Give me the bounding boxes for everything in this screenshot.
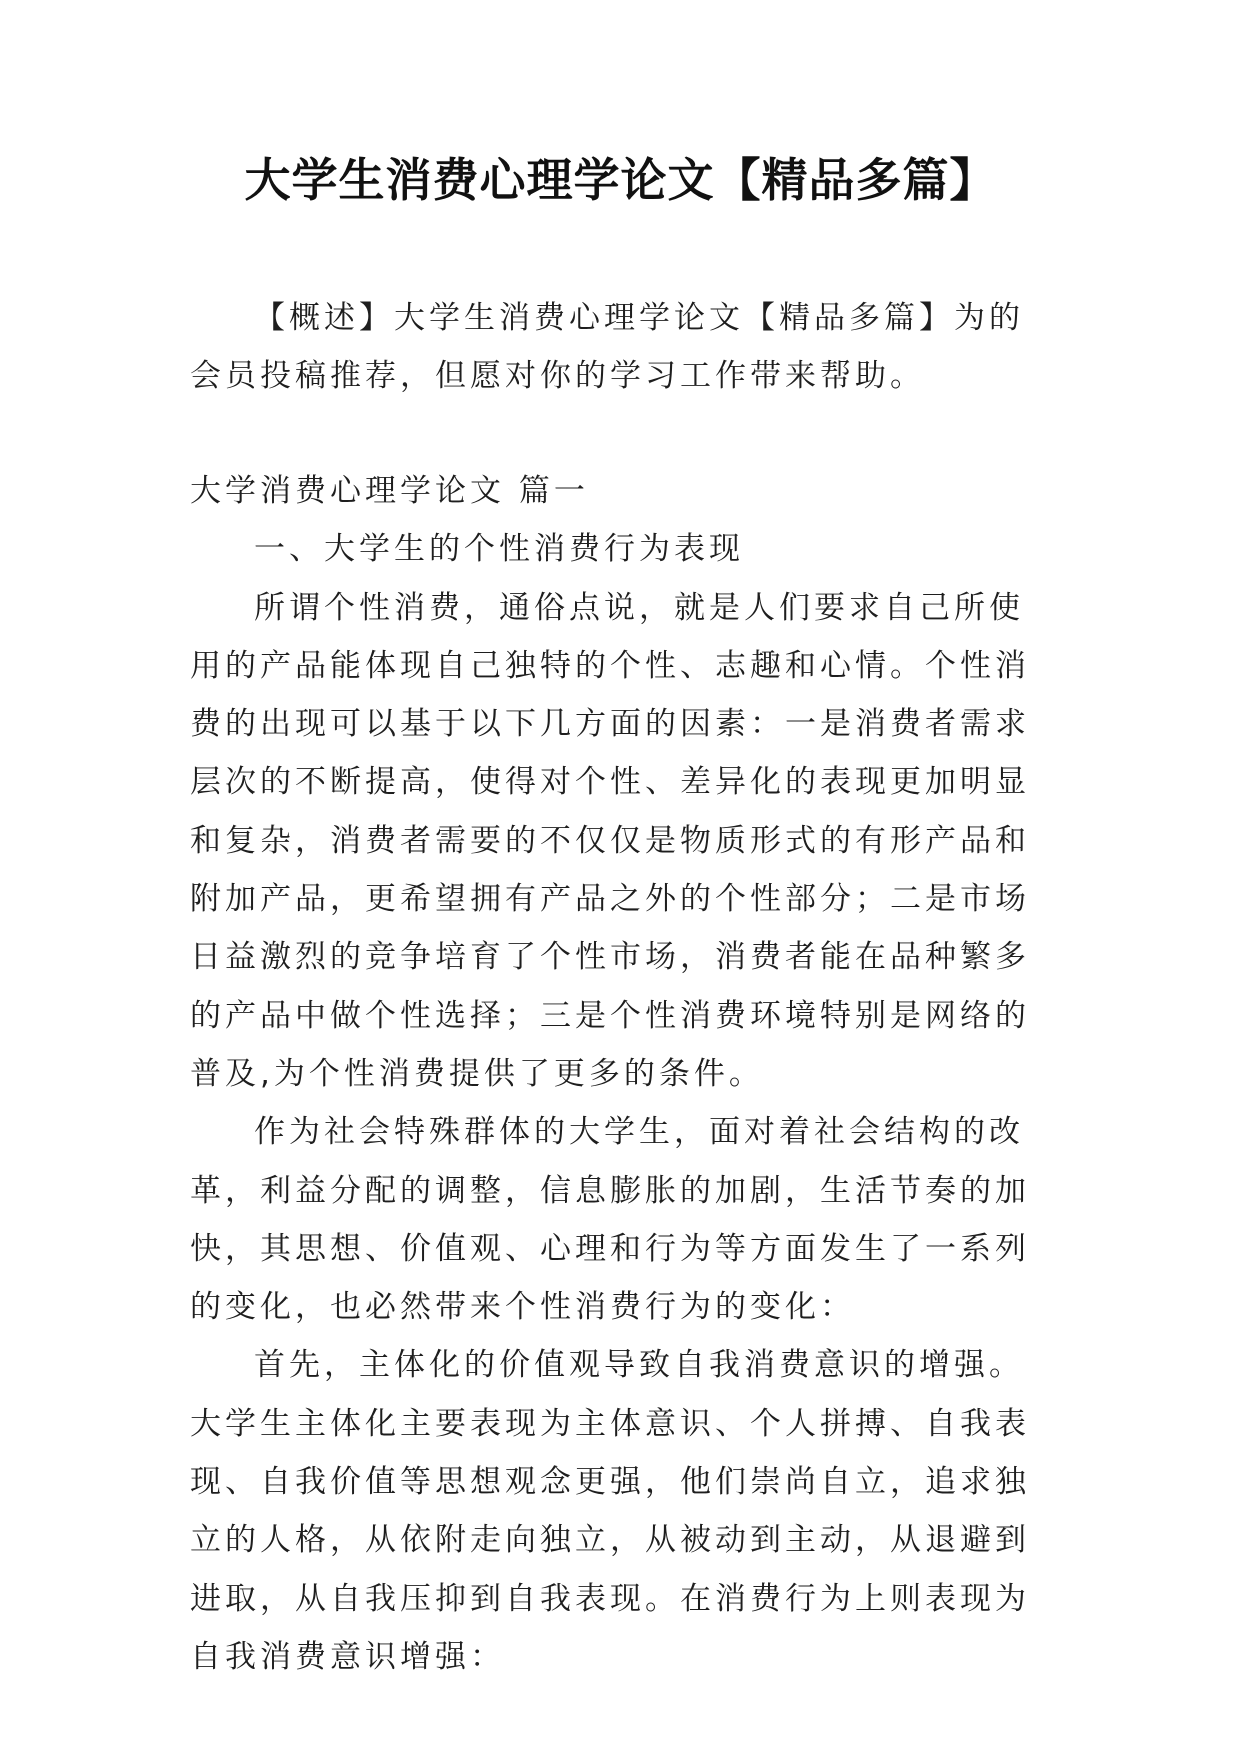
section-one [190,462,1056,1686]
summary-paragraph: 【概述】大学生消费心理学论文【精品多篇】为的会员投稿推荐，但愿对你的学习工作带来帮助。 [190,300,1024,395]
sub-heading: 一、大学生的个性消费行为表现 [254,531,744,568]
document-title: 大学生消费心理学论文【精品多篇】 [244,153,997,207]
body-paragraph: 首先，主体化的价值观导致自我消费意识的增强。大学生主体化主要表现为主体意识、个人拼搏、自我表现、自我价值等思想观念更强，他们崇尚自立，追求独立的人格，从依附走向独立，从被动到主动，从退避到进取，从自我压抑到自我表现。在消费行为上则表现为自我消费意识增强： [190,1347,1030,1675]
body-paragraph: 所谓个性消费，通俗点说，就是人们要求自己所使用的产品能体现自己独特的个性、志趣和心情。个性消费的出现可以基于以下几方面的因素：一是消费者需求层次的不断提高，使得对个性、差异化的表现更加明显和复杂，消费者需要的不仅仅是物质形式的有形产品和附加产品，更希望拥有产品之外的个性部分；二是市场日益激烈的竞争培育了个性市场，消费者能在品种繁多的产品中做个性选择；三是个性消费环境特别是网络的普及,为个性消费提供了更多的条件。 [190,589,1030,1092]
summary-block [190,289,1056,406]
body-paragraph: 作为社会特殊群体的大学生，面对着社会结构的改革，利益分配的调整，信息膨胀的加剧，生活节奏的加快，其思想、价值观、心理和行为等方面发生了一系列的变化，也必然带来个性消费行为的变化： [190,1114,1030,1326]
section-heading: 大学消费心理学论文 篇一 [190,473,589,509]
